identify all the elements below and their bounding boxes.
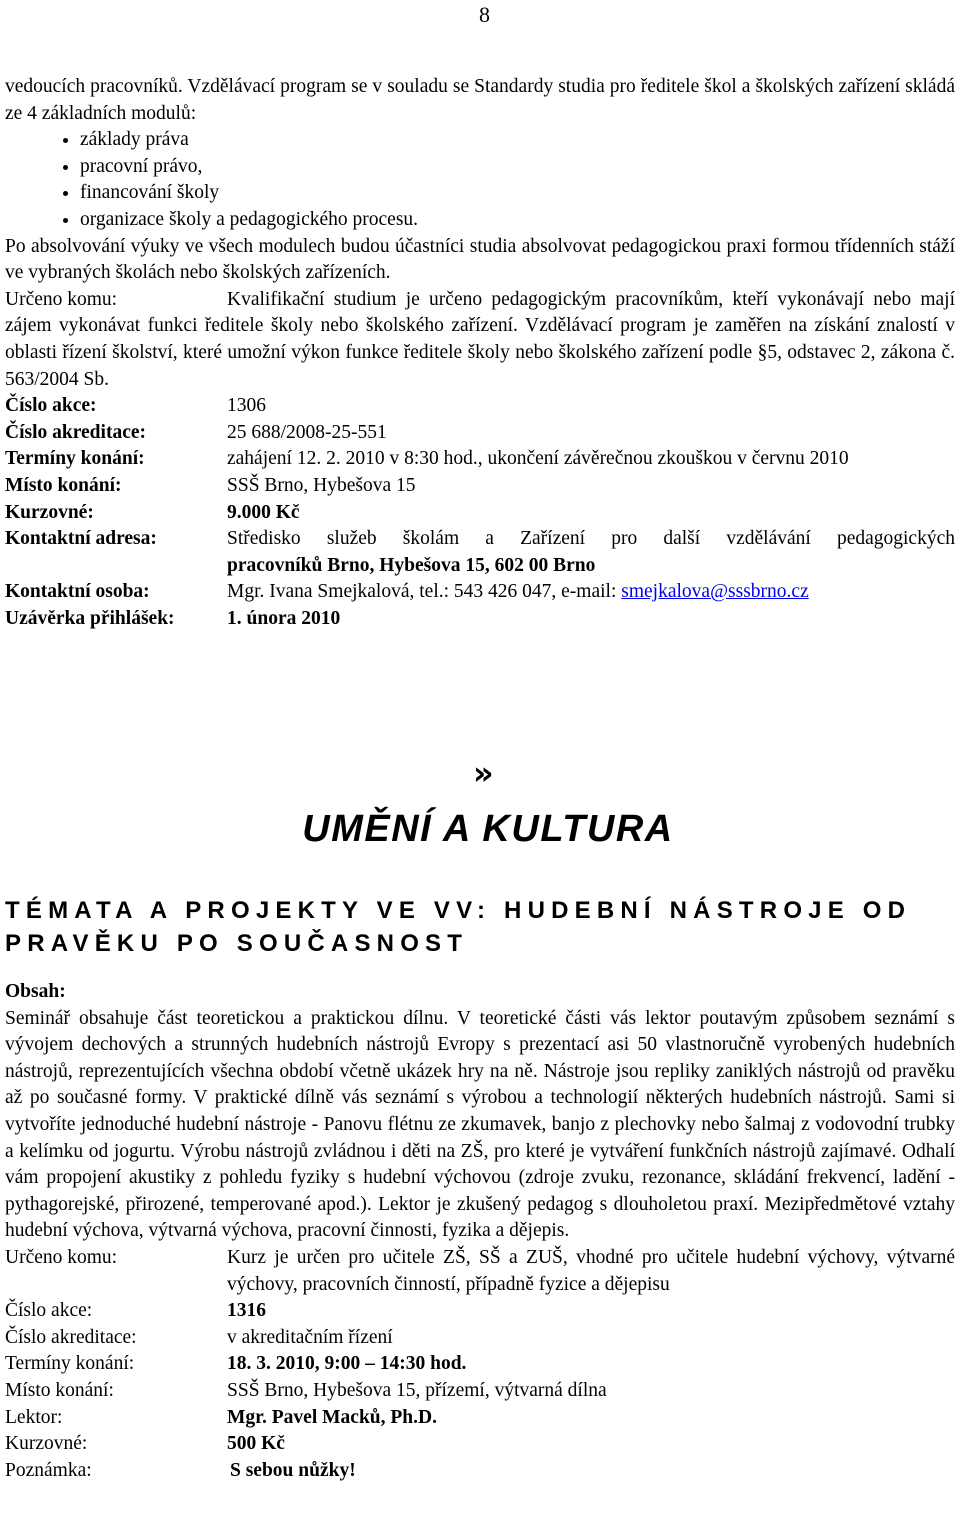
course-section-1316 [5, 979, 955, 1484]
terminy-value: zahájení 12. 2. 2010 v 8:30 hod., ukončení závěrečnou zkouškou v červnu 2010 [227, 448, 849, 470]
osoba-label: Kontaktní osoba: [5, 581, 150, 603]
info-row-cislo-akce [5, 1298, 955, 1325]
uzaverka-label: Uzávěrka přihlášek: [5, 607, 175, 629]
obsah-label: Obsah: [5, 981, 66, 1002]
terminy-label: Termíny konání: [5, 1353, 135, 1375]
list-item: • pracovní právo, [80, 154, 955, 181]
akreditace-label: Číslo akreditace: [5, 421, 146, 443]
poznamka-label: Poznámka: [5, 1459, 92, 1481]
terminy-value: 18. 3. 2010, 9:00 – 14:30 hod. [227, 1353, 467, 1375]
adresa-label: Kontaktní adresa: [5, 528, 157, 550]
urceno-text: Kvalifikační studium je určeno pedagogickým pracovníkům, kteří vykonávají nebo mají zájem vykonávat funkci ředitele školy nebo školského zařízení. Vzdělávací program je zaměřen na získání znalostí v oblasti řízení školství, které umožní výkon funkce ředitele školy nebo školského zařízení podle §5, odstavec 2, zákona č. 563/2004 Sb. [5, 288, 955, 390]
adresa-line-2: pracovníků Brno, Hybešova 15, 602 00 Brno [227, 554, 596, 576]
kurzovne-label: Kurzovné: [5, 501, 94, 523]
info-row-cislo-akce [5, 393, 955, 420]
cislo-akce-label: Číslo akce: [5, 1300, 93, 1322]
info-row-poznamka [5, 1458, 955, 1485]
misto-value: SSŠ Brno, Hybešova 15, přízemí, výtvarná dílna [227, 1379, 607, 1401]
misto-label: Místo konání: [5, 1379, 114, 1401]
info-row-terminy [5, 1351, 955, 1378]
terminy-label: Termíny konání: [5, 448, 145, 470]
kurzovne-value: 9.000 Kč [227, 501, 300, 523]
module-list [5, 127, 955, 233]
info-row-akreditace [5, 420, 955, 447]
akreditace-colon: : [131, 1326, 137, 1348]
akreditace-label: Číslo akreditace [5, 1326, 132, 1348]
info-row-osoba [5, 579, 955, 606]
lektor-value: Mgr. Pavel Macků, Ph.D. [227, 1406, 437, 1428]
obsah-paragraph: Seminář obsahuje část teoretickou a praktickou dílnu. V teoretické části vás lektor poutavým způsobem seznámí s vývojem dechových a strunných hudebních nástrojů Evropy s prezentací asi 50 vlastnoručně vyrobených hudebních nástrojů, reprezentujících všechna období včetně ukázek hry na ně. Nástroje jsou repliky zaniklých nástrojů od pravěku až po současné formy. V praktické dílně vás seznámí s výrobou a technologií některých hudebních nástrojů. Sami si vytvoříte jednoduché hudební nástroje - Panovu flétnu ze zkumavek, banjo z plechovky nebo šalmaj z vodovodní trubky a kelímku od jogurtu. Výrobu nástrojů zvládnou i děti na ZŠ, pro které je vytváření funkčních nástrojů zajímavé. Odhalí vám propojení akustiky z pohledu fyziky s hudební výchovou (zdroje zvuku, rezonance, skládání frekvencí, ladění - pythagorejské, přirozené, temperované apod.). Lektor je zkušený pedagog s dlouholetou praxí. Mezipředmětové vztahy hudební výchova, výtvarná výchova, pracovní činnosti, fyzika a dějepis. [5, 1007, 955, 1242]
cislo-akce-value: 1306 [227, 395, 266, 417]
list-item: • organizace školy a pedagogického procesu. [80, 207, 955, 234]
info-row-uzaverka [5, 606, 955, 633]
section-heading: UMĚNÍ A KULTURA [302, 808, 674, 850]
cislo-akce-label: Číslo akce: [5, 395, 97, 417]
urceno-label: Určeno komu: [5, 288, 118, 310]
adresa-value [227, 526, 955, 579]
page-number: 8 [479, 2, 490, 27]
lektor-label: Lektor: [5, 1406, 63, 1428]
akreditace-value: v akreditačním řízení [227, 1326, 393, 1348]
info-row-misto [5, 1378, 955, 1405]
urceno-label: Určeno komu: [5, 1246, 118, 1268]
info-row-lektor [5, 1405, 955, 1432]
course-section-1306 [5, 74, 955, 632]
urceno-paragraph [5, 287, 955, 393]
info-row-kurzovne [5, 500, 955, 527]
info-row-akreditace [5, 1325, 955, 1352]
akreditace-label-wrap [5, 1325, 227, 1352]
info-row-kurzovne [5, 1431, 955, 1458]
osoba-value [227, 579, 955, 606]
kurzovne-label: Kurzovné: [5, 1433, 88, 1455]
info-row-misto [5, 473, 955, 500]
poznamka-value: S sebou nůžky! [230, 1459, 356, 1481]
list-item: • základy práva [80, 127, 955, 154]
misto-value: SSŠ Brno, Hybešova 15 [227, 474, 416, 496]
akreditace-value: 25 688/2008-25-551 [227, 421, 387, 443]
intro-paragraph: vedoucích pracovníků. Vzdělávací program se v souladu se Standardy studia pro ředitele škol a školských zařízení skládá ze 4 základních modulů: [5, 76, 955, 124]
info-row-terminy [5, 446, 955, 473]
info-row-urceno [5, 1245, 955, 1298]
misto-label: Místo konání: [5, 474, 122, 496]
kurzovne-value: 500 Kč [227, 1433, 285, 1455]
email-link[interactable]: smejkalova@sssbrno.cz [621, 581, 809, 603]
adresa-line-1: Středisko služeb školám a Zařízení pro další vzdělávání pedagogických [227, 528, 955, 550]
course-title: TÉMATA A PROJEKTY VE VV: HUDEBNÍ NÁSTROJE OD PRAVĚKU PO SOUČASNOST [5, 897, 912, 957]
double-arrow-icon: » [473, 754, 494, 792]
osoba-text: Mgr. Ivana Smejkalová, tel.: 543 426 047, e-mail: [227, 581, 622, 603]
uzaverka-value: 1. února 2010 [227, 607, 341, 629]
info-row-adresa [5, 526, 955, 579]
list-item: • financování školy [80, 180, 955, 207]
urceno-value: Kurz je určen pro učitele ZŠ, SŠ a ZUŠ, vhodné pro učitele hudební výchovy, výtvarné výchovy, pracovních činností, případně fyzice a dějepisu [227, 1246, 955, 1295]
cislo-akce-value: 1316 [227, 1300, 266, 1322]
praxe-paragraph: Po absolvování výuky ve všech modulech budou účastníci studia absolvovat pedagogickou praxi formou třídenních stáží ve vybraných školách nebo školských zařízeních. [5, 235, 955, 284]
